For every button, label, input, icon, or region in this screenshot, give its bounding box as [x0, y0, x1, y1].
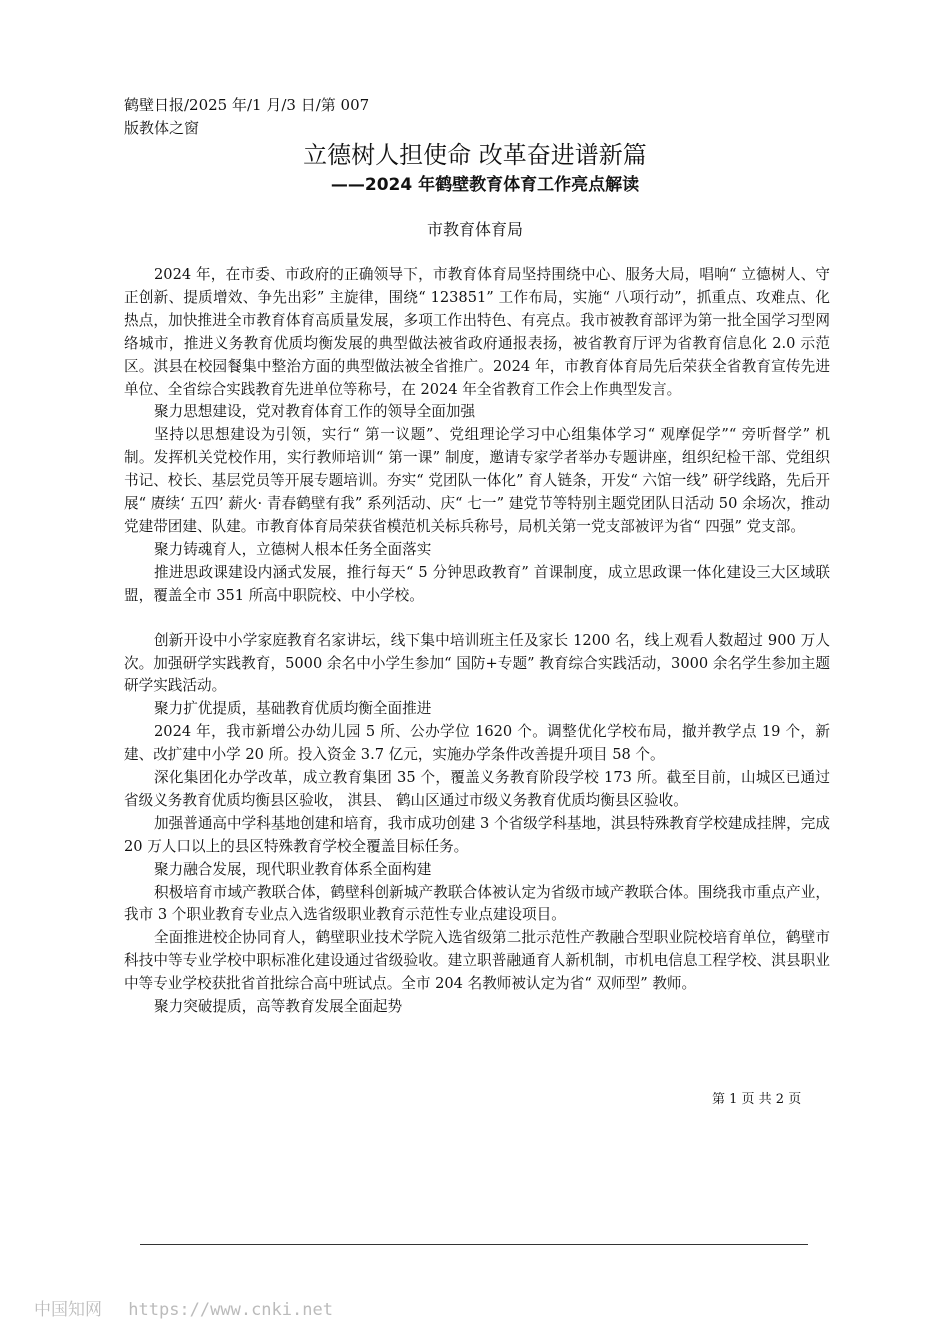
article-subtitle: ——2024 年鹤壁教育体育工作亮点解读: [330, 175, 640, 195]
footer-divider: [140, 1244, 808, 1245]
body-paragraph: 积极培育市域产教联合体，鹤壁科创新城产教联合体被认定为省级市域产教联合体。围绕我市重点产业，我市 3 个职业教育专业点入选省级职业教育示范性专业点建设项目。: [124, 883, 830, 924]
page-indicator: 第 1 页 共 2 页: [712, 1092, 802, 1107]
article-body: [124, 264, 830, 1019]
body-paragraph: 加强普通高中学科基地创建和培育，我市成功创建 3 个省级学科基地，淇县特殊教育学校建成挂牌，完成 20 万人口以上的县区特殊教育学校全覆盖目标任务。: [124, 814, 830, 855]
cnki-brand: 中国知网: [34, 1300, 102, 1320]
section-heading: 聚力突破提质，高等教育发展全面起势: [154, 998, 403, 1016]
cnki-url[interactable]: https://www.cnki.net: [128, 1300, 333, 1320]
body-paragraph: 创新开设中小学家庭教育名家讲坛，线下集中培训班主任及家长 1200 名，线上观看人数超过 900 万人次。加强研学实践教育，5000 余名中小学生参加“ 国防+专题” 教育综合实践活动，3000 余名学生参加主题研学实践活动。: [124, 631, 830, 695]
body-paragraph: 深化集团化办学改革，成立教育集团 35 个，覆盖义务教育阶段学校 173 所。截至目前，山城区已通过省级义务教育优质均衡县区验收， 淇县、 鹤山区通过市级义务教育优质均衡县区验收。: [124, 769, 830, 809]
body-paragraph: 坚持以思想建设为引领，实行“ 第一议题”、党组理论学习中心组集体学习“ 观摩促学”“ 旁听督学” 机制。发挥机关党校作用，实行教师培训“ 第一课” 制度，邀请专家学者举办专题讲座，组织纪检干部、党组织书记、校长、基层党员等开展专题培训。夯实“ 党团队一体化” 育人链条，开发“ 六馆一线” 研学线路，先后开展“ 赓续‘ 五四’ 薪火· 青春鹤壁有我” 系列活动、庆“ 七一” 建党节等特别主题党团队日活动 50 余场次，推动党建带团建、队建。市教育体育局荣获省模范机关标兵称号，局机关第一党支部被评为省“ 四强” 党支部。: [124, 426, 830, 535]
source-line: 鹤壁日报/2025 年/1 月/3 日/第 007: [124, 96, 370, 114]
article-author: 市教育体育局: [426, 220, 523, 239]
section-line: 版教体之窗: [124, 119, 200, 137]
section-heading: 聚力扩优提质，基础教育优质均衡全面推进: [154, 700, 432, 718]
section-heading: 聚力铸魂育人，立德树人根本任务全面落实: [154, 540, 432, 558]
footer-watermark: [34, 1295, 333, 1320]
article-title: 立德树人担使命 改革奋进谱新篇: [303, 141, 647, 169]
body-paragraph: 全面推进校企协同育人，鹤壁职业技术学院入选省级第二批示范性产教融合型职业院校培育单位，鹤壁市科技中等专业学校中职标准化建设通过省级验收。建立职普融通育人新机制，市机电信息工程学校、淇县职业中等专业学校获批省首批综合高中班试点。全市 204 名教师被认定为省“ 双师型” 教师。: [124, 929, 830, 993]
section-heading: 聚力思想建设，党对教育体育工作的领导全面加强: [154, 403, 476, 421]
intro-paragraph: 2024 年，在市委、市政府的正确领导下，市教育体育局坚持围绕中心、服务大局，唱响“ 立德树人、守正创新、提质增效、争先出彩” 主旋律，围绕“ 123851” 工作布局，实施“ 八项行动”，抓重点、攻难点、化热点，加快推进全市教育体育高质量发展，多项工作出特色、有亮点。我市被教育部评为第一批全国学习型网络城市，推进义务教育优质均衡发展的典型做法被省政府通报表扬，被省教育厅评为省教育信息化 2.0 示范区。淇县在校园餐集中整治方面的典型做法被全省推广。2024 年，市教育体育局先后荣获全省教育宣传先进单位、全省综合实践教育先进单位等称号，在 2024 年全省教育工作会上作典型发言。: [124, 266, 830, 398]
body-paragraph: 推进思政课建设内涵式发展，推行每天“ 5 分钟思政教育” 首课制度，成立思政课一体化建设三大区域联盟，覆盖全市 351 所高中职院校、中小学校。: [124, 563, 830, 604]
body-paragraph: 2024 年，我市新增公办幼儿园 5 所、公办学位 1620 个。调整优化学校布局，撤并教学点 19 个，新建、改扩建中小学 20 所。投入资金 3.7 亿元，实施办学条件改善提升项目 58 个。: [124, 723, 830, 764]
section-heading: 聚力融合发展，现代职业教育体系全面构建: [154, 860, 432, 878]
